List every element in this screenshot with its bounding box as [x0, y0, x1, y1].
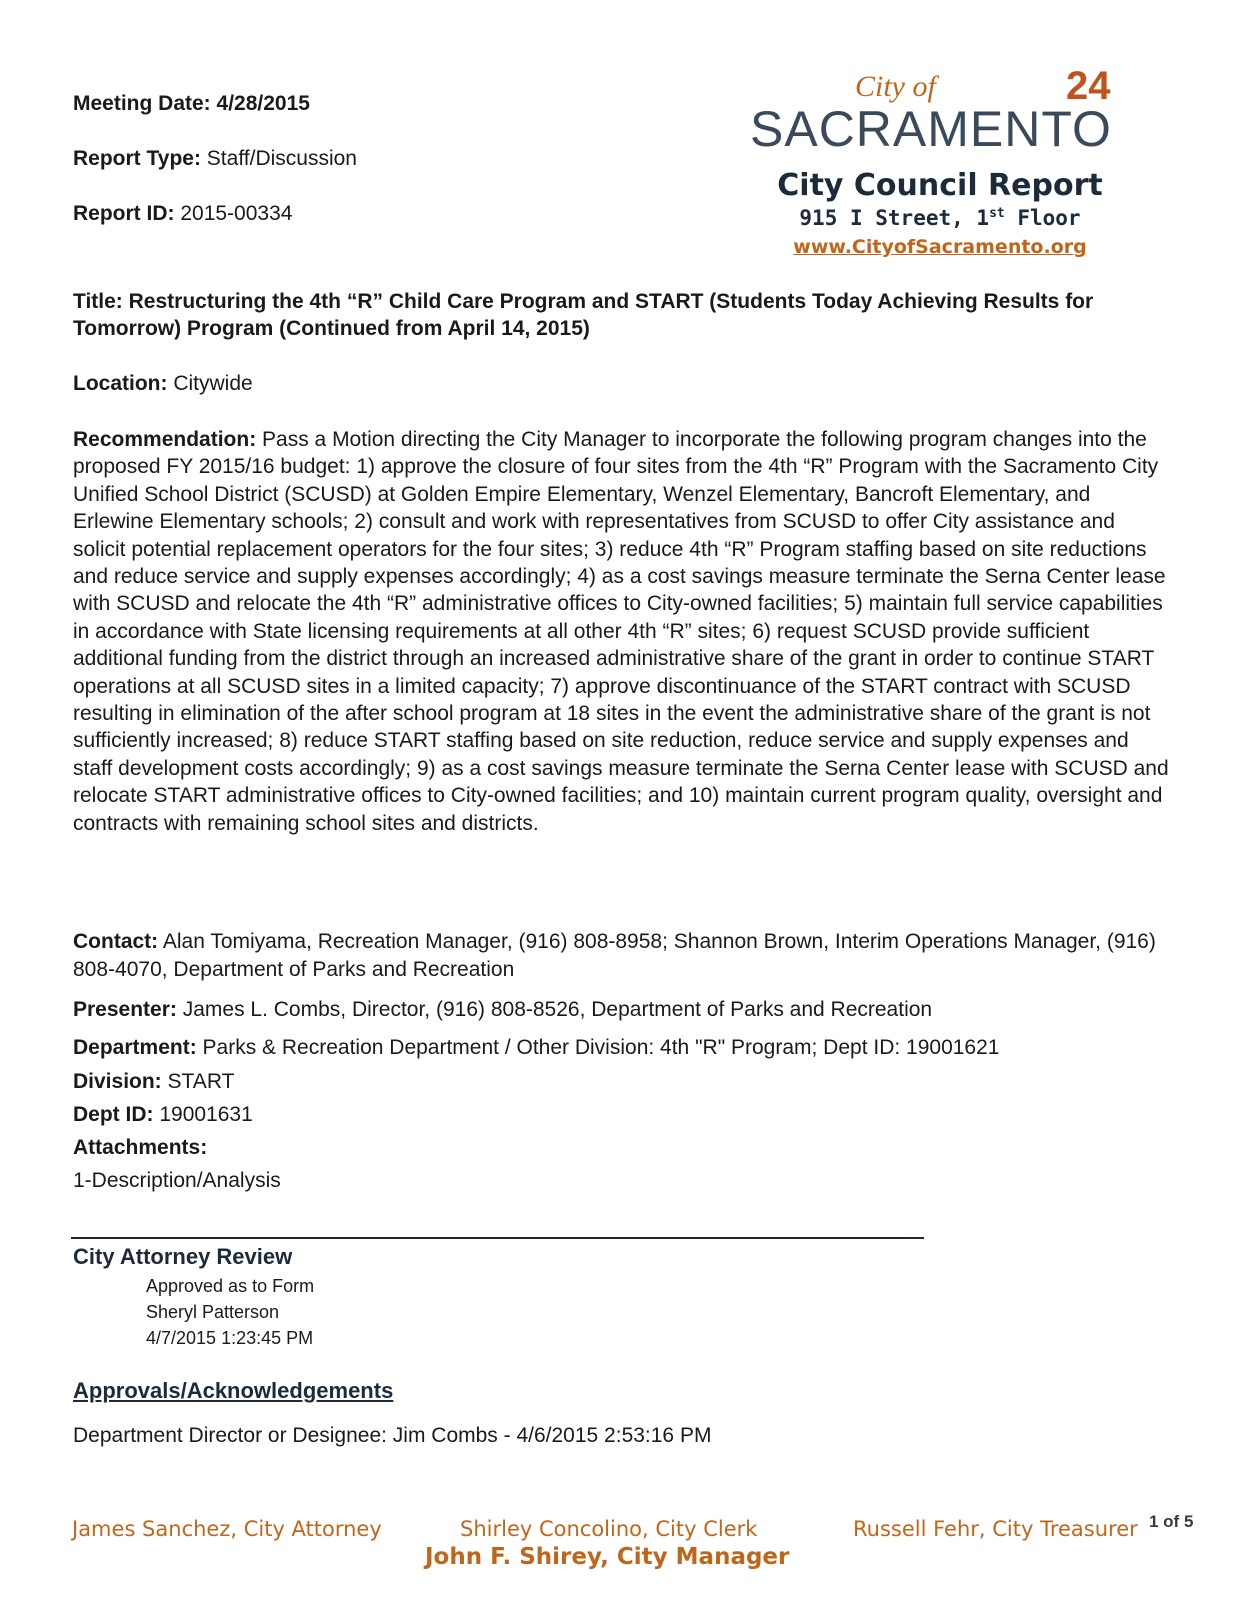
contact [73, 928, 1173, 984]
designee-approval: Department Director or Designee: Jim Combs - 4/6/2015 2:53:16 PM [73, 1424, 712, 1447]
meeting-date-label: Meeting Date: [73, 92, 211, 115]
attachments-label: Attachments: [73, 1136, 208, 1159]
department-text: Parks & Recreation Department / Other Division: 4th "R" Program; Dept ID: 19001621 [202, 1036, 1000, 1059]
report-type-value: Staff/Discussion [206, 147, 357, 170]
footer-city-attorney: James Sanchez, City Attorney [72, 1517, 382, 1541]
recommendation-label: Recommendation: [73, 428, 257, 451]
location [73, 370, 253, 398]
report-type-label: Report Type: [73, 147, 201, 170]
logo-city-name: SACRAMENTO [750, 101, 1112, 157]
attachment-item[interactable]: 1-Description/Analysis [73, 1169, 281, 1192]
location-label: Location: [73, 372, 168, 395]
division [73, 1068, 234, 1096]
footer-city-manager: John F. Shirey, City Manager [425, 1544, 790, 1570]
location-value: Citywide [173, 372, 253, 395]
attorney-review-line: 4/7/2015 1:23:45 PM [146, 1328, 314, 1348]
report-type [73, 145, 357, 173]
division-label: Division: [73, 1070, 162, 1093]
address-sup: st [989, 206, 1005, 221]
report-id-label: Report ID: [73, 202, 175, 225]
attorney-review-line: Sheryl Patterson [146, 1302, 280, 1322]
city-attorney-review-heading: City Attorney Review [73, 1244, 293, 1269]
department-label: Department: [73, 1036, 197, 1059]
approvals-heading: Approvals/Acknowledgements [73, 1378, 394, 1403]
presenter [73, 996, 932, 1024]
footer-city-clerk: Shirley Concolino, City Clerk [460, 1517, 758, 1541]
report-id [73, 200, 292, 228]
recommendation-text: Pass a Motion directing the City Manager to incorporate the following program changes into the proposed FY 2015/16 budget: 1) approve the closure of four sites from the 4th “R” Program with the Sacramento City Unified School District (SCUSD) at Golden Empire Elementary, Wenzel Elementary, Bancroft Elementary, and Erlewine Elementary schools; 2) consult and work with representatives from SCUSD to offer City assistance and solicit potential replacement operators for the four sites; 3) reduce 4th “R” Program staffing based on site reductions and reduce service and supply expenses accordingly; 4) as a cost savings measure terminate the Serna Center lease with SCUSD and relocate the 4th “R” administrative offices to City-owned facilities; 5) maintain full service capabilities in accordance with State licensing requirements at all other 4th “R” sites; 6) request SCUSD provide sufficient additional funding from the district through an increased administrative share of the grant in order to continue START operations at all SCUSD sites in a limited capacity; 7) approve discontinuance of the START contract with SCUSD resulting in elimination of the after school program at 18 sites in the event the administrative share of the grant is not sufficiently increased; 8) reduce START staffing based on site reduction, reduce service and supply expenses and staff development costs accordingly; 9) as a cost savings measure terminate the Serna Center lease with SCUSD and relocate START administrative offices to City-owned facilities; and 10) maintain current program quality, oversight and contracts with remaining school sites and districts. [73, 428, 1169, 835]
division-value: START [167, 1070, 235, 1093]
agenda-item-number: 24 [1066, 64, 1111, 108]
presenter-text: James L. Combs, Director, (916) 808-8526, Department of Parks and Recreation [182, 998, 933, 1021]
footer-city-treasurer: Russell Fehr, City Treasurer [853, 1517, 1138, 1541]
dept-id-value: 19001631 [159, 1103, 253, 1126]
report-id-value: 2015-00334 [180, 202, 293, 225]
report-title: City Council Report [777, 168, 1103, 203]
report-address [740, 206, 1140, 230]
meeting-date [73, 90, 310, 118]
title-text: Restructuring the 4th “R” Child Care Program and START (Students Today Achieving Results for Tomorrow) Program (Continued from April 14, 2015) [73, 290, 1094, 340]
address-tail: Floor [1004, 206, 1081, 230]
report-subject [73, 288, 1173, 342]
attorney-review-line: Approved as to Form [146, 1276, 315, 1296]
section-divider [71, 1237, 924, 1239]
recommendation [73, 426, 1173, 837]
title-label: Title: [73, 290, 123, 313]
dept-id [73, 1101, 253, 1129]
contact-text: Alan Tomiyama, Recreation Manager, (916) 808-8958; Shannon Brown, Interim Operations Manager, (916) 808-4070, Department of Parks and Recreation [73, 930, 1156, 981]
contact-label: Contact: [73, 930, 159, 953]
website-link[interactable]: www.CityofSacramento.org [793, 236, 1087, 258]
meeting-date-value: 4/28/2015 [216, 92, 310, 115]
department [73, 1034, 999, 1062]
logo-city-of: City of [855, 70, 936, 103]
presenter-label: Presenter: [73, 998, 177, 1021]
address-main: 915 I Street, 1 [799, 206, 990, 230]
page-number: 1 of 5 [1149, 1512, 1194, 1531]
dept-id-label: Dept ID: [73, 1103, 154, 1126]
